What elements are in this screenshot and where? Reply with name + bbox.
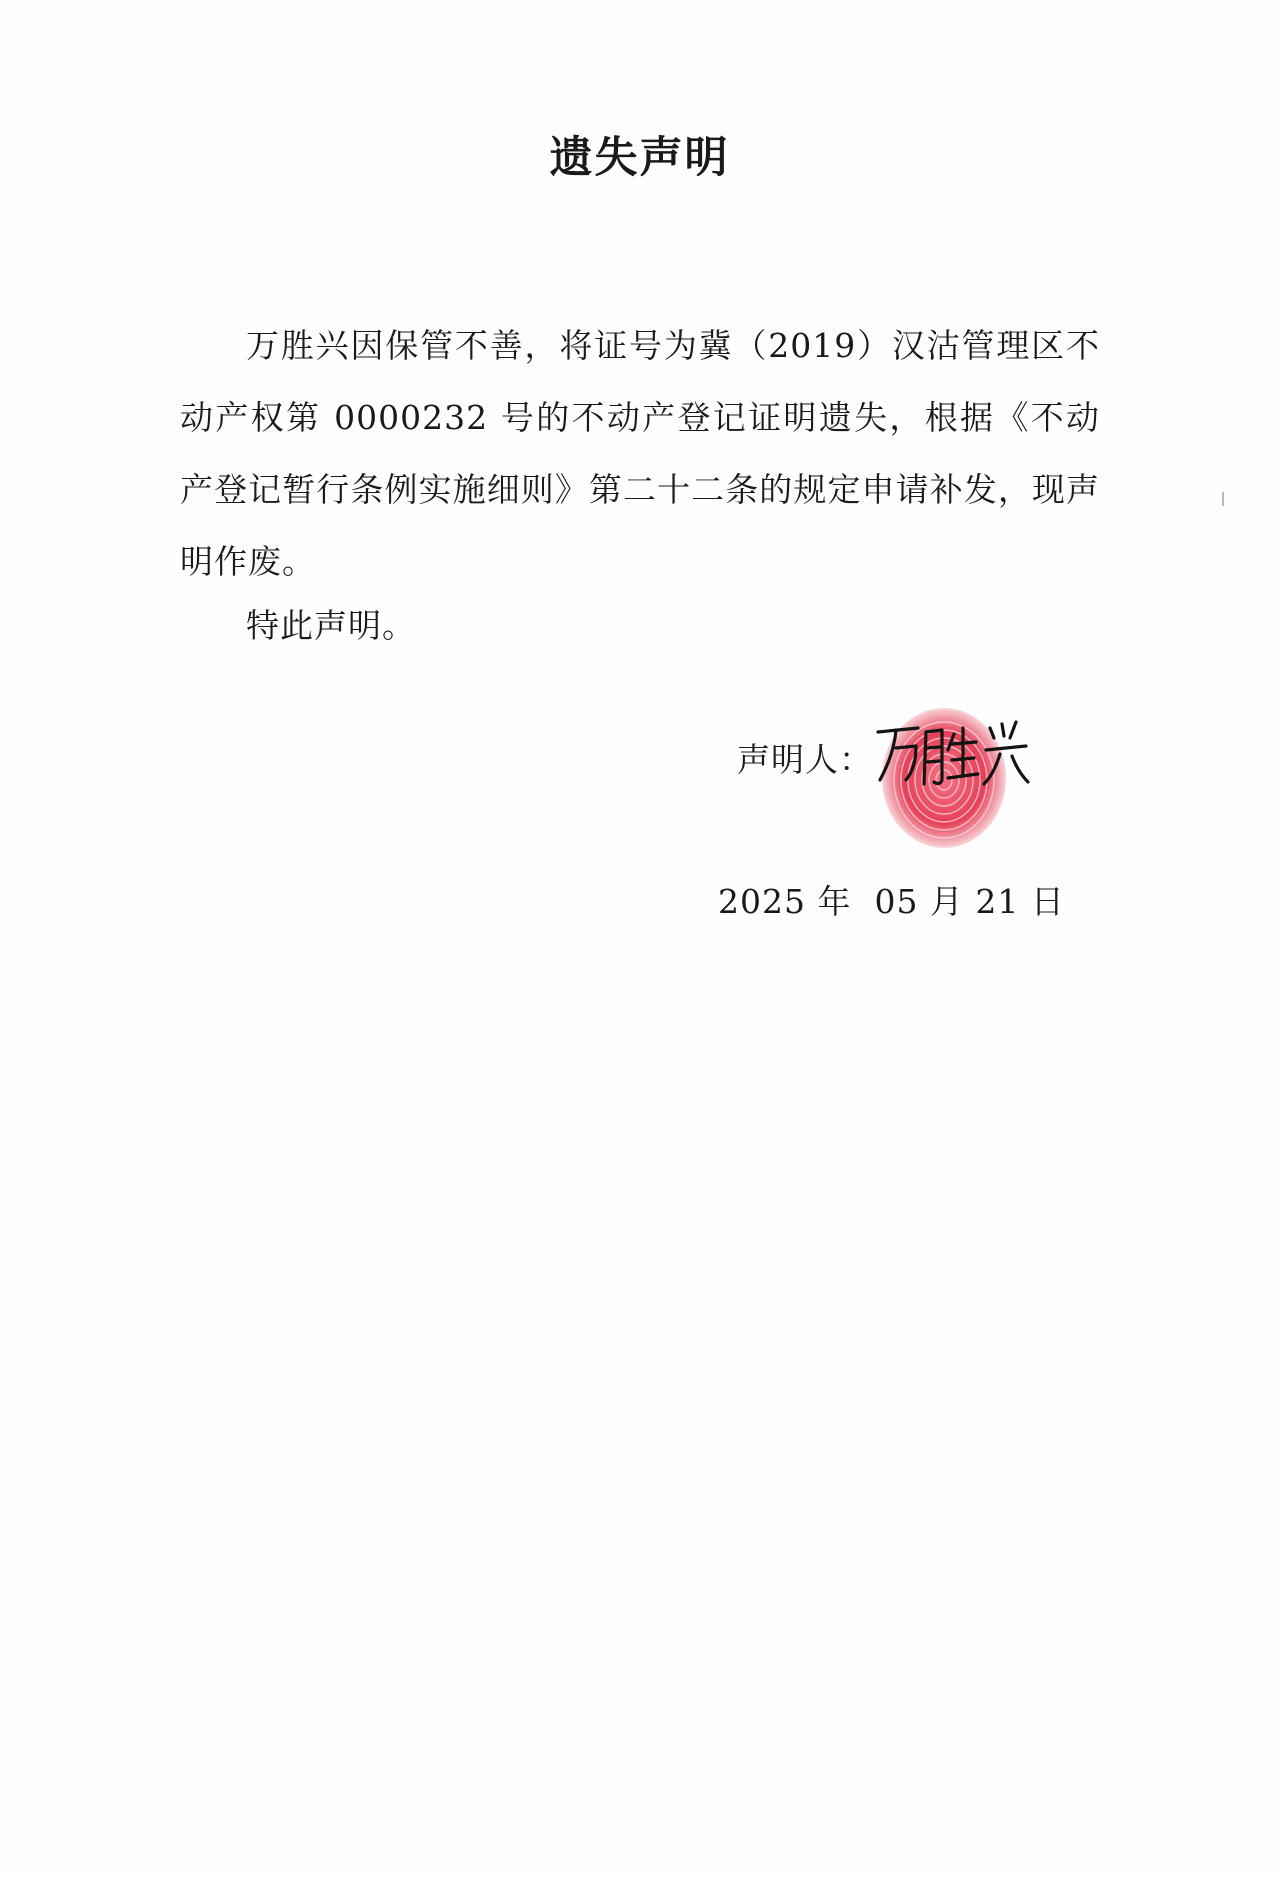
- declaration-date: 2025 年 05 月 21 日: [718, 882, 1065, 921]
- signer-label: 声明人：: [737, 740, 873, 779]
- handwritten-signature: [872, 710, 1032, 800]
- document-title: 遗失声明: [549, 133, 730, 183]
- document-body: [180, 310, 1100, 598]
- scan-edge-mark: [1222, 492, 1224, 506]
- closing-line: 特此声明。: [246, 606, 416, 645]
- statement-paragraph: 万胜兴因保管不善，将证号为冀（2019）汉沽管理区不动产权第 0000232 号的不动产登记证明遗失，根据《不动产登记暂行条例实施细则》第二十二条的规定申请补发，现声明作废。: [180, 326, 1100, 581]
